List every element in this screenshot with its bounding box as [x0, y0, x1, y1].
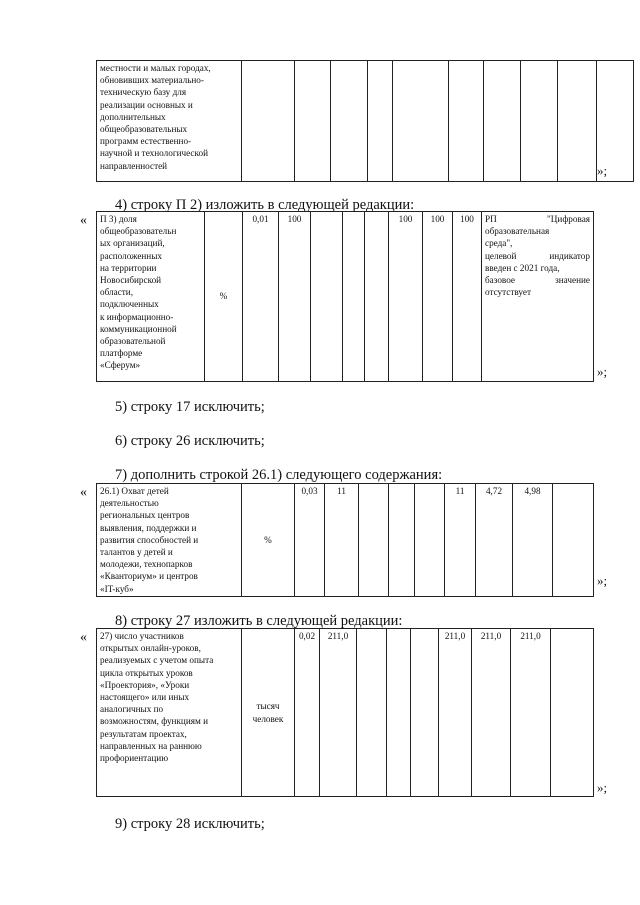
name-line: молодежи, технопарков [100, 559, 193, 570]
empty-cell [295, 61, 331, 182]
name-line: научной и технологической [100, 148, 209, 159]
indicator-name-cell [97, 629, 242, 797]
name-line: образовательной [100, 336, 166, 347]
empty-cell [389, 484, 415, 597]
name-line: реализуемых с учетом опыта [100, 655, 214, 666]
name-line: к информационно- [100, 311, 174, 322]
empty-cell [331, 61, 368, 182]
empty-cell [449, 61, 484, 182]
note-line: среда", [485, 238, 513, 249]
unit-line: тысяч [256, 701, 280, 712]
item-9-text: 9) строку 28 исключить; [115, 816, 265, 832]
value-cell: 211,0 [511, 629, 551, 797]
closing-quote: »; [597, 573, 608, 588]
name-line: направленностей [100, 160, 168, 171]
value-cell: 100 [423, 212, 453, 382]
value-cell: 4,72 [476, 484, 513, 597]
weight-cell: 0,03 [295, 484, 325, 597]
name-line: «Проектория», «Уроки [100, 679, 190, 690]
note-line: целевой индикатор [485, 250, 590, 261]
name-line: направленных на раннюю [100, 740, 202, 751]
item-4-text: 4) строку П 2) изложить в следующей редакции: [115, 197, 415, 213]
name-line: выявления, поддержки и [100, 522, 197, 533]
indicators-table-continuation [96, 60, 634, 182]
unit-cell: % [205, 212, 243, 382]
base-value-cell: 100 [279, 212, 311, 382]
name-line: обновивших материально- [100, 75, 204, 86]
name-line: программ естественно- [100, 136, 192, 147]
empty-cell [484, 61, 521, 182]
name-line: 26.1) Охват детей [100, 486, 169, 496]
item-7-text: 7) дополнить строкой 26.1) следующего содержания: [115, 467, 443, 483]
name-line: платформе [100, 348, 143, 359]
name-line: 27) число участников [100, 631, 184, 641]
name-line: возможностям, функциям и [100, 716, 209, 727]
name-line: коммуникационной [100, 323, 177, 334]
name-line: реализации основных и [100, 99, 193, 110]
empty-cell [393, 61, 449, 182]
indicator-name-cell [97, 61, 242, 182]
note-line: введен с 2021 года, [485, 262, 560, 273]
name-line: дополнительных [100, 111, 166, 122]
closing-quote: »; [597, 364, 608, 379]
empty-cell [311, 212, 343, 382]
empty-cell [242, 61, 295, 182]
name-line: расположенных [100, 250, 162, 261]
item-8-text: 8) строку 27 изложить в следующей редакции: [115, 613, 403, 629]
indicator-26-1-table [96, 483, 594, 597]
name-line: открытых онлайн-уроков, [100, 643, 201, 654]
empty-cell [368, 61, 393, 182]
name-line: местности и малых городах, [100, 63, 211, 73]
value-cell: 100 [453, 212, 482, 382]
empty-cell [558, 61, 597, 182]
base-value-cell: 211,0 [320, 629, 357, 797]
weight-cell: 0,02 [295, 629, 320, 797]
empty-cell [387, 629, 411, 797]
opening-quote: « [80, 630, 87, 645]
name-line: на территории [100, 262, 157, 273]
empty-cell [365, 212, 389, 382]
closing-quote: »; [597, 780, 608, 795]
name-line: «IT-куб» [100, 583, 134, 594]
value-cell: 211,0 [472, 629, 511, 797]
name-line: «Сферум» [100, 360, 141, 371]
name-line: ых организаций, [100, 238, 165, 249]
unit-cell [242, 629, 295, 797]
note-line: базовое значение [485, 275, 590, 286]
name-line: аналогичных по [100, 704, 164, 715]
name-line: подключенных [100, 299, 159, 310]
name-line: Новосибирской [100, 275, 162, 286]
name-line: региональных центров [100, 510, 190, 521]
name-line: техническую базу для [100, 87, 187, 98]
name-line: общеобразовательн [100, 226, 177, 237]
name-line: профориентацию [100, 753, 169, 764]
empty-cell [411, 629, 439, 797]
base-value-cell: 11 [325, 484, 359, 597]
unit-cell: % [242, 484, 295, 597]
empty-cell [359, 484, 389, 597]
empty-cell [415, 484, 445, 597]
name-line: деятельностью [100, 498, 159, 509]
empty-cell [357, 629, 387, 797]
name-line: результатам проектах, [100, 728, 187, 739]
empty-cell [343, 212, 365, 382]
name-line: «Кванториум» и центров [100, 571, 198, 582]
indicator-name-cell [97, 212, 205, 382]
weight-cell: 0,01 [243, 212, 279, 382]
value-cell: 211,0 [439, 629, 472, 797]
opening-quote: « [80, 485, 87, 500]
note-cell [482, 212, 594, 382]
note-line: образовательная [485, 226, 550, 237]
value-cell: 100 [389, 212, 423, 382]
indicator-name-cell [97, 484, 242, 597]
note-line: РП [485, 214, 497, 224]
empty-cell [521, 61, 558, 182]
name-line: П 3) доля [100, 214, 137, 224]
name-line: развития способностей и [100, 534, 199, 545]
name-line: настоящего» или иных [100, 692, 190, 703]
name-line: талантов у детей и [100, 547, 173, 558]
value-cell: 4,98 [513, 484, 553, 597]
note-line: отсутствует [485, 287, 531, 298]
name-line: цикла открытых уроков [100, 667, 193, 678]
unit-line: человек [252, 713, 284, 724]
item-6-text: 6) строку 26 исключить; [115, 433, 265, 449]
empty-cell [551, 629, 594, 797]
name-line: области, [100, 287, 134, 298]
note-line: "Цифровая [547, 214, 590, 224]
indicator-p3-table [96, 211, 594, 382]
closing-quote: »; [597, 163, 608, 178]
indicator-27-table [96, 628, 594, 797]
name-line: общеобразовательных [100, 124, 188, 135]
opening-quote: « [80, 213, 87, 228]
empty-cell [553, 484, 594, 597]
item-5-text: 5) строку 17 исключить; [115, 399, 265, 415]
value-cell: 11 [445, 484, 476, 597]
